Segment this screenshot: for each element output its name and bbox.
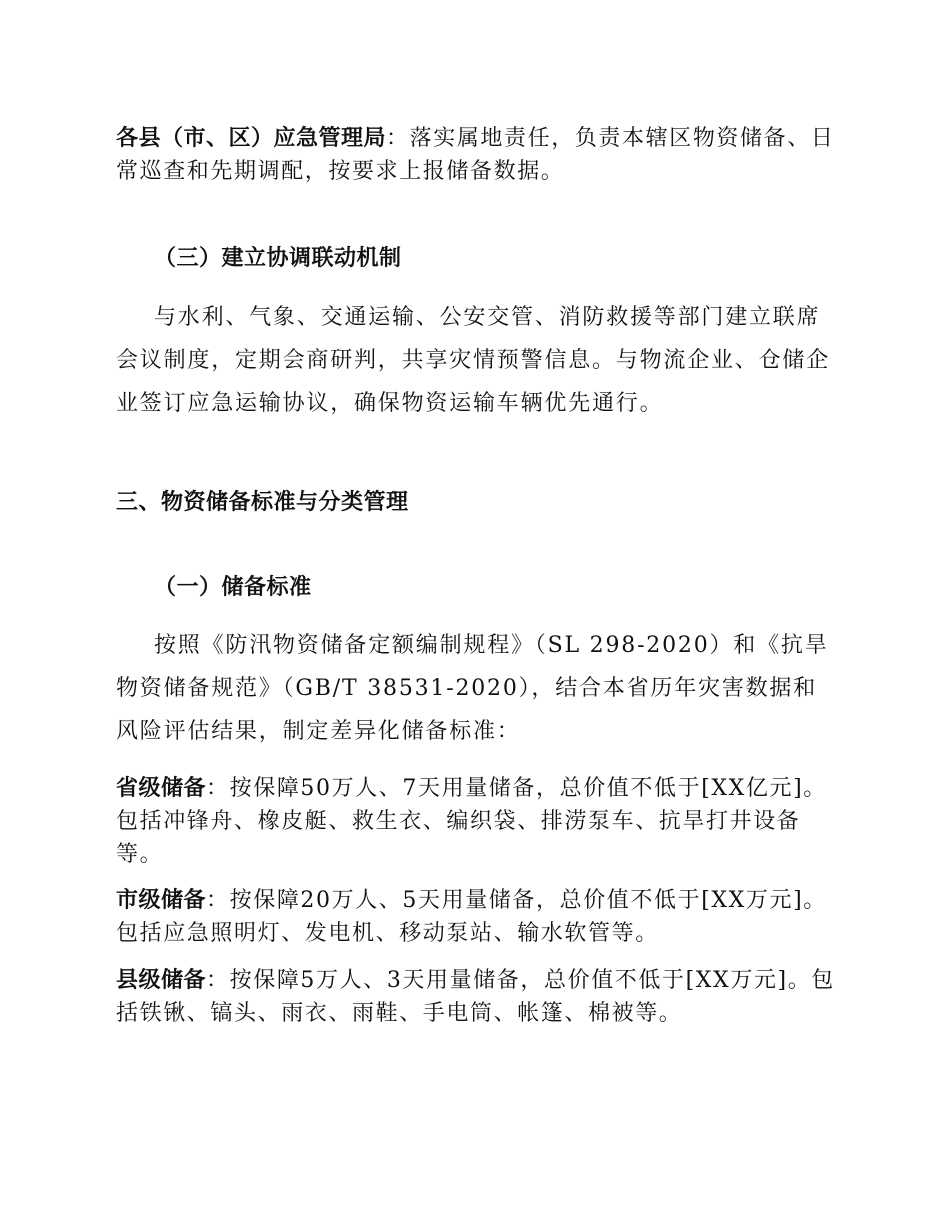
subsection-title-standards: （一）储备标准 bbox=[154, 575, 312, 600]
municipal-reserve-text: ：按保障20万人、5天用量储备，总价值不低于[XX万元]。包括应急照明灯、发电机、移动泵站、输水软管等。 bbox=[116, 888, 827, 946]
county-bureau-label: 各县（市、区）应急管理局 bbox=[116, 126, 387, 151]
county-reserve-text: ：按保障5万人、3天用量储备，总价值不低于[XX万元]。包括铁锹、镐头、雨衣、雨鞋、手电筒、帐篷、棉被等。 bbox=[116, 968, 835, 1026]
section-title: 三、物资储备标准与分类管理 bbox=[116, 490, 409, 515]
subsection-title-coordination: （三）建立协调联动机制 bbox=[154, 246, 402, 271]
county-bureau-paragraph bbox=[116, 122, 836, 188]
county-reserve-label: 县级储备 bbox=[116, 968, 207, 993]
provincial-reserve-paragraph bbox=[116, 772, 836, 871]
provincial-reserve-label: 省级储备 bbox=[116, 776, 207, 801]
county-bureau-text: ：落实属地责任，负责本辖区物资储备、日常巡查和先期调配，按要求上报储备数据。 bbox=[116, 126, 835, 184]
provincial-reserve-text: ：按保障50万人、7天用量储备，总价值不低于[XX亿元]。包括冲锋舟、橡皮艇、救生衣、编织袋、排涝泵车、抗旱打井设备等。 bbox=[116, 776, 827, 867]
municipal-reserve-label: 市级储备 bbox=[116, 888, 207, 913]
standards-paragraph: 按照《防汛物资储备定额编制规程》（SL 298-2020）和《抗旱物资储备规范》（GB/T 38531-2020），结合本省历年灾害数据和风险评估结果，制定差异化储备标准： bbox=[116, 633, 829, 744]
county-reserve-paragraph bbox=[116, 964, 836, 1030]
municipal-reserve-paragraph bbox=[116, 884, 836, 950]
coordination-paragraph: 与水利、气象、交通运输、公安交管、消防救援等部门建立联席会议制度，定期会商研判，共享灾情预警信息。与物流企业、仓储企业签订应急运输协议，确保物资运输车辆优先通行。 bbox=[116, 305, 831, 416]
